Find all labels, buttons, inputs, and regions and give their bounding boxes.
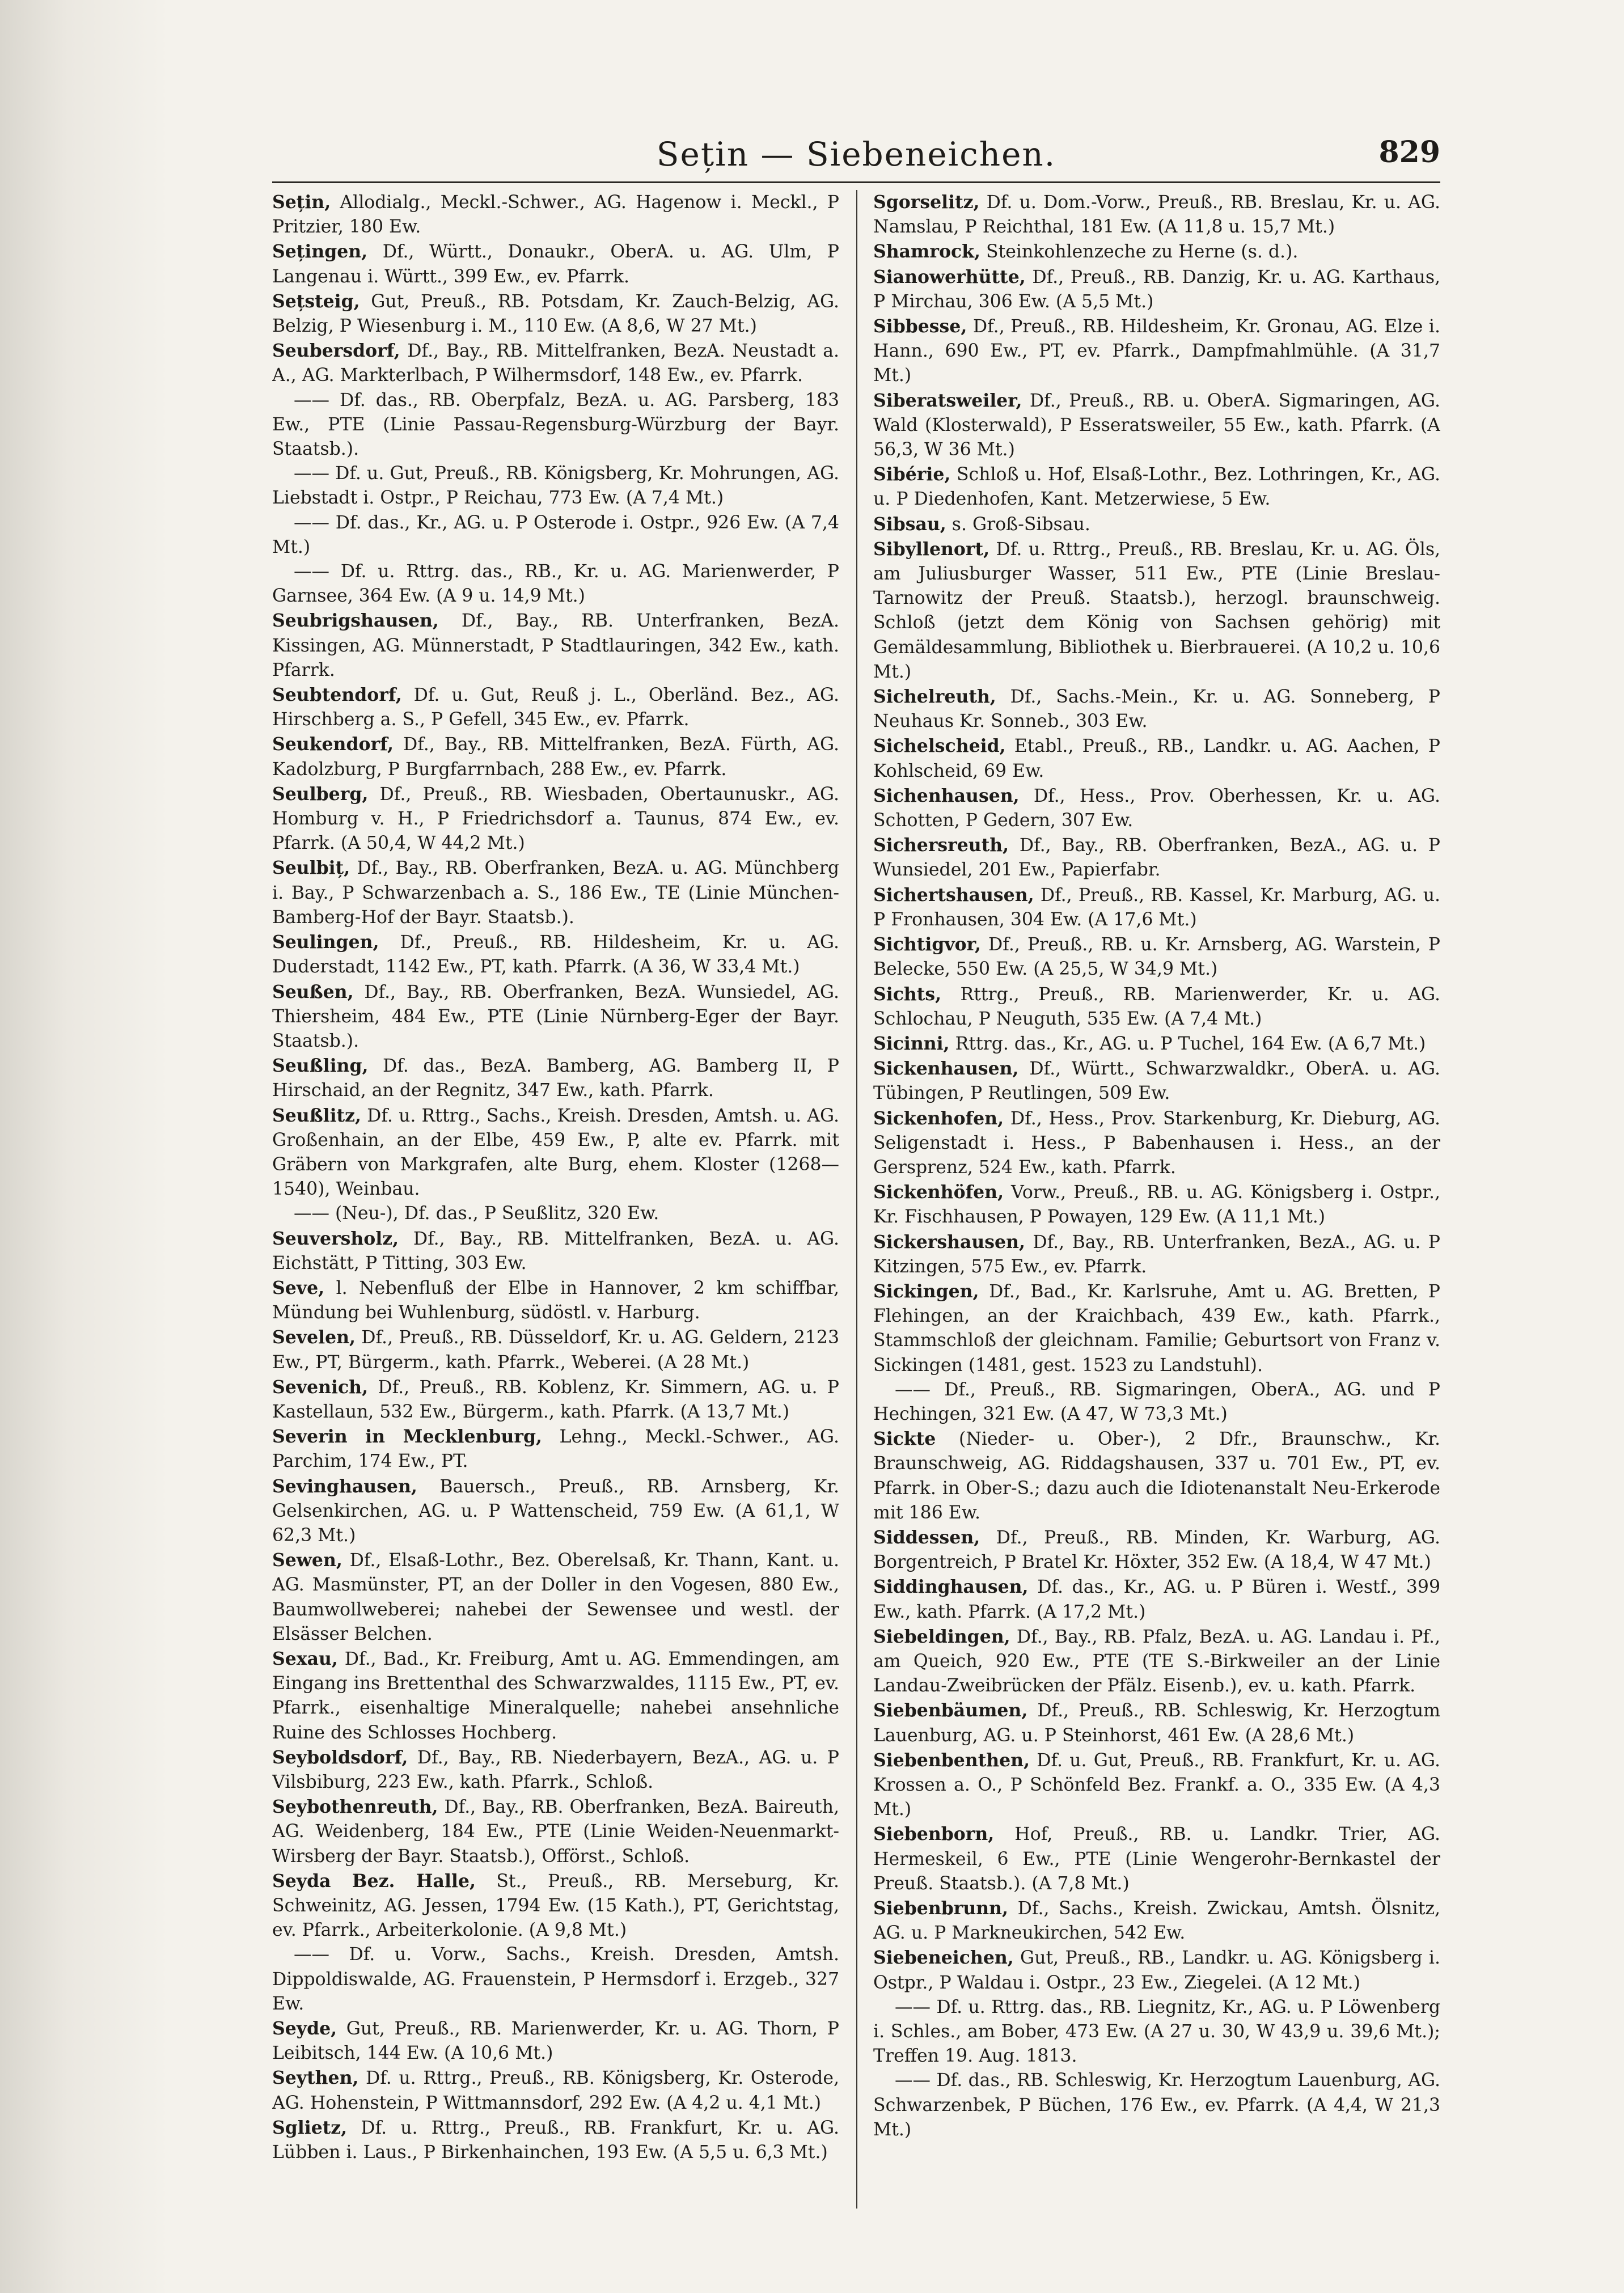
entry-headword: Sichtigvor, xyxy=(873,934,981,955)
gazetteer-entry xyxy=(873,1056,1440,1106)
entry-text: —— Df. u. Gut, Preuß., RB. Königsberg, Kr. Mohrungen, AG. Liebstadt i. Ostpr., P Reichau, 773 Ew. (A 7,4 Mt.) xyxy=(272,463,839,509)
entry-text: Df. das., BezA. Bamberg, AG. Bamberg II, P Hirschaid, an der Regnitz, 347 Ew., kath. Pfarrk. xyxy=(272,1056,839,1101)
gazetteer-entry xyxy=(272,2016,839,2066)
entry-text: Df., Bay., RB. Mittelfranken, BezA. Neustadt a. A., AG. Markterlbach, P Wilhermsdorf, 148 Ew., ev. Pfarrk. xyxy=(272,341,839,386)
entry-headword: Seulberg, xyxy=(272,783,369,805)
gazetteer-entry xyxy=(873,1945,1440,1995)
gazetteer-entry xyxy=(272,930,839,979)
entry-text: Df., Bad., Kr. Karlsruhe, Amt u. AG. Bretten, P Flehingen, an der Kraichbach, 439 Ew., kath. Pfarrk., Stammschloß der gleichnam. Familie; Geburtsort von Franz v. Sickingen (1481, gest. 1523 zu Landstuhl). xyxy=(873,1281,1440,1376)
entry-text: —— Df., Preuß., RB. Sigmaringen, OberA., AG. und P Hechingen, 321 Ew. (A 47, W 73,3 Mt.) xyxy=(873,1379,1440,1424)
entry-headword: Sețingen, xyxy=(272,241,368,263)
gazetteer-entry xyxy=(272,1424,839,1474)
entry-headword: Sibyllenort, xyxy=(873,538,990,560)
gazetteer-entry xyxy=(272,462,839,510)
entry-headword: Shamrock, xyxy=(873,241,980,263)
entry-text: Df., Bay., RB. Oberfranken, BezA. Baireuth, AG. Weidenberg, 184 Ew., PTE (Linie Weiden-Neuenmarkt-Wirsberg der Bayr. Staatsb.), Offörst., Schloß. xyxy=(272,1797,839,1867)
entry-text: Vorw., Preuß., RB. u. AG. Königsberg i. Ostpr., Kr. Fischhausen, P Powayen, 129 Ew. (A 11,1 Mt.) xyxy=(873,1182,1440,1228)
gazetteer-entry xyxy=(873,314,1440,388)
gazetteer-entry xyxy=(873,462,1440,511)
gazetteer-entry xyxy=(873,1698,1440,1748)
gazetteer-entry xyxy=(873,1279,1440,1378)
entry-text: Df., Bay., RB. Unterfranken, BezA. Kissingen, AG. Münnerstadt, P Stadtlauringen, 342 Ew., kath. Pfarrk. xyxy=(272,611,839,680)
entry-headword: Sichersreuth, xyxy=(873,835,1009,856)
gazetteer-entry xyxy=(873,734,1440,783)
entry-text: Df., Elsaß-Lothr., Bez. Oberelsaß, Kr. Thann, Kant. u. AG. Masmünster, PT, an der Doller in den Vogesen, 880 Ew., Baumwollweberei; nahebei der Sewensee und westl. der Elsässer Belchen. xyxy=(272,1550,839,1644)
gazetteer-entry xyxy=(272,1869,839,1943)
entry-headword: Seybothenreuth, xyxy=(272,1796,438,1818)
gazetteer-entry xyxy=(272,388,839,462)
entry-text: Df. u. Rttrg., Preuß., RB. Breslau, Kr. u. AG. Öls, am Juliusburger Wasser, 511 Ew., PTE (Linie Breslau-Tarnowitz der Preuß. Staatsb.), herzogl. braunschweig. Schloß (jetzt dem König von Sachsen gehörig) mit Gemäldesammlung, Bibliothek u. Bierbrauerei. (A 10,2 u. 10,6 Mt.) xyxy=(873,539,1440,682)
gazetteer-entry xyxy=(272,1325,839,1374)
entry-headword: Sibbesse, xyxy=(873,316,967,337)
entry-headword: Sickenhöfen, xyxy=(873,1182,1004,1203)
entry-headword: Seulbiț, xyxy=(272,857,350,879)
entry-text: Df., Württ., Donaukr., OberA. u. AG. Ulm, P Langenau i. Württ., 399 Ew., ev. Pfarrk. xyxy=(272,242,839,287)
gazetteer-entry xyxy=(272,190,839,239)
entry-headword: Seubtendorf, xyxy=(272,684,402,706)
gazetteer-entry xyxy=(873,388,1440,463)
gazetteer-entry xyxy=(873,684,1440,734)
entry-text: —— Df. u. Vorw., Sachs., Kreish. Dresden, Amtsh. Dippoldiswalde, AG. Frauenstein, P Hermsdorf i. Erzgeb., 327 Ew. xyxy=(272,1944,839,2014)
entry-text: Df., Bay., RB. Pfalz, BezA. u. AG. Landau i. Pf., am Queich, 920 Ew., PTE (TE S.-Birkweiler an der Linie Landau-Zweibrücken der Pfälz. Eisenb.), ev. u. kath. Pfarrk. xyxy=(873,1626,1440,1697)
gazetteer-entry xyxy=(272,980,839,1054)
entry-text: Df. u. Gut, Preuß., RB. Frankfurt, Kr. u. AG. Krossen a. O., P Schönfeld Bez. Frankf. a. O., 335 Ew. (A 4,3 Mt.) xyxy=(873,1750,1440,1820)
entry-headword: Sibérie, xyxy=(873,464,951,485)
entry-headword: Sibsau, xyxy=(873,513,946,535)
entry-headword: Sianowerhütte, xyxy=(873,266,1026,287)
entry-headword: Sețin, xyxy=(272,192,331,213)
entry-headword: Sexau, xyxy=(272,1648,338,1669)
entry-text: Df. u. Rttrg., Preuß., RB. Frankfurt, Kr. u. AG. Lübben i. Laus., P Birkenhainchen, 193 Ew. (A 5,5 u. 6,3 Mt.) xyxy=(272,2117,839,2163)
gazetteer-entry xyxy=(272,1054,839,1103)
column-divider xyxy=(856,190,857,2209)
entry-text: Df. das., Kr., AG. u. P Büren i. Westf., 399 Ew., kath. Pfarrk. (A 17,2 Mt.) xyxy=(873,1577,1440,1622)
entry-text: Etabl., Preuß., RB., Landkr. u. AG. Aachen, P Kohlscheid, 69 Ew. xyxy=(873,736,1440,781)
entry-text: Df., Preuß., RB. Hildesheim, Kr. u. AG. Duderstadt, 1142 Ew., PT, kath. Pfarrk. (A 36, W 33,4 Mt.) xyxy=(272,932,839,978)
entry-text: Df., Preuß., RB. u. Kr. Arnsberg, AG. Warstein, P Belecke, 550 Ew. (A 25,5, W 34,9 Mt.) xyxy=(873,934,1440,980)
gazetteer-entry xyxy=(873,883,1440,932)
entry-text: Df., Bay., RB. Mittelfranken, BezA. u. AG. Eichstätt, P Titting, 303 Ew. xyxy=(272,1228,839,1274)
gazetteer-entry xyxy=(272,1943,839,2016)
gazetteer-entry xyxy=(873,1031,1440,1056)
gazetteer-entry xyxy=(272,732,839,781)
gazetteer-entry xyxy=(873,833,1440,882)
gazetteer-entry xyxy=(873,1995,1440,2069)
entry-headword: Seußen, xyxy=(272,981,354,1002)
entry-text: Df., Sachs., Kreish. Zwickau, Amtsh. Ölsnitz, AG. u. P Markneukirchen, 542 Ew. xyxy=(873,1898,1440,1944)
gazetteer-entry xyxy=(272,683,839,732)
gazetteer-entry xyxy=(272,1276,839,1325)
entry-text: Gut, Preuß., RB., Landkr. u. AG. Königsberg i. Ostpr., P Waldau i. Ostpr., 23 Ew., Ziegelei. (A 12 Mt.) xyxy=(873,1948,1440,1993)
gazetteer-entry xyxy=(873,1748,1440,1822)
entry-headword: Seußlitz, xyxy=(272,1105,361,1126)
gazetteer-entry xyxy=(873,1230,1440,1279)
gazetteer-entry xyxy=(272,1647,839,1745)
entry-text: Df., Bad., Kr. Freiburg, Amt u. AG. Emmendingen, am Eingang ins Brettenthal des Schwarzwaldes, 1115 Ew., PT, ev. Pfarrk., eisenhaltige Mineralquelle; nahebei ansehnliche Ruine des Schlosses Hochberg. xyxy=(272,1648,839,1743)
entry-text: Df., Preuß., RB. Minden, Kr. Warburg, AG. Borgentreich, P Bratel Kr. Höxter, 352 Ew. (A 18,4, W 47 Mt.) xyxy=(873,1527,1440,1573)
entry-text: Steinkohlenzeche zu Herne (s. d.). xyxy=(980,242,1299,263)
entry-headword: Seythen, xyxy=(272,2067,359,2089)
entry-headword: Severin in Mecklenburg, xyxy=(272,1426,542,1448)
entry-headword: Seußling, xyxy=(272,1055,369,1077)
gazetteer-entry xyxy=(272,782,839,856)
gazetteer-entry xyxy=(873,1180,1440,1229)
gazetteer-entry xyxy=(272,608,839,683)
entry-text: Schloß u. Hof, Elsaß-Lothr., Bez. Lothringen, Kr., AG. u. P Diedenhofen, Kant. Metzerwiese, 5 Ew. xyxy=(873,464,1440,510)
entry-text: Gut, Preuß., RB. Marienwerder, Kr. u. AG. Thorn, P Leibitsch, 144 Ew. (A 10,6 Mt.) xyxy=(272,2019,839,2064)
gazetteer-entry xyxy=(873,537,1440,684)
entry-text: Gut, Preuß., RB. Potsdam, Kr. Zauch-Belzig, AG. Belzig, P Wiesenburg i. M., 110 Ew. (A 8,6, W 27 Mt.) xyxy=(272,291,839,337)
gazetteer-entry xyxy=(272,1103,839,1202)
entry-text: Df. u. Dom.-Vorw., Preuß., RB. Breslau, Kr. u. AG. Namslau, P Reichthal, 181 Ew. (A 11,8 u. 15,7 Mt.) xyxy=(873,192,1440,238)
entry-text: Df., Sachs.-Mein., Kr. u. AG. Sonneberg, P Neuhaus Kr. Sonneb., 303 Ew. xyxy=(873,687,1440,732)
gazetteer-entry xyxy=(873,512,1440,537)
page-number: 829 xyxy=(1378,135,1440,170)
entry-headword: Seulingen, xyxy=(272,932,379,953)
entry-text: Df., Preuß., RB. Schleswig, Kr. Herzogtum Lauenburg, AG. u. P Steinhorst, 461 Ew. (A 28,6 Mt.) xyxy=(873,1700,1440,1746)
entry-text: Df., Bay., RB. Oberfranken, BezA. u. AG. Münchberg i. Bay., P Schwarzenbach a. S., 186 Ew., TE (Linie München-Bamberg-Hof der Bayr. Staatsb.). xyxy=(272,858,839,928)
entry-headword: Sgorselitz, xyxy=(873,192,980,213)
gazetteer-entry xyxy=(272,856,839,930)
entry-text: Lehng., Meckl.-Schwer., AG. Parchim, 174 Ew., PT. xyxy=(272,1427,839,1472)
entry-headword: Sichertshausen, xyxy=(873,884,1034,906)
gazetteer-entry xyxy=(873,239,1440,264)
entry-headword: Siberatsweiler, xyxy=(873,390,1022,411)
entry-text: Df., Preuß., RB. Kassel, Kr. Marburg, AG. u. P Fronhausen, 304 Ew. (A 17,6 Mt.) xyxy=(873,885,1440,930)
entry-text: —— Df. u. Rttrg. das., RB. Liegnitz, Kr., AG. u. P Löwenberg i. Schles., am Bober, 473 Ew. (A 27 u. 30, W 43,9 u. 39,6 Mt.); Treffen 19. Aug. 1813. xyxy=(873,1996,1440,2067)
gazetteer-entry xyxy=(873,1427,1440,1525)
entry-headword: Sevelen, xyxy=(272,1327,356,1348)
entry-text: (Nieder- u. Ober-), 2 Dfr., Braunschw., Kr. Braunschweig, AG. Riddagshausen, 337 u. 701 Ew., PT, ev. Pfarrk. in Ober-S.; dazu auch die Idiotenanstalt Neu-Erkerode mit 186 Ew. xyxy=(873,1429,1440,1523)
entry-headword: Siebenbenthen, xyxy=(873,1749,1030,1771)
entry-headword: Sichelreuth, xyxy=(873,686,996,708)
entry-headword: Siebeldingen, xyxy=(873,1626,1010,1647)
entry-text: Df., Bay., RB. Niederbayern, BezA., AG. u. P Vilsbiburg, 223 Ew., kath. Pfarrk., Schloß. xyxy=(272,1747,839,1792)
entry-headword: Sickenhausen, xyxy=(873,1058,1019,1080)
gazetteer-entry xyxy=(272,560,839,608)
gazetteer-entry xyxy=(873,1525,1440,1575)
gazetteer-entry xyxy=(873,190,1440,239)
left-column xyxy=(272,190,839,2209)
entry-headword: Seubrigshausen, xyxy=(272,610,439,632)
entry-text: s. Groß-Sibsau. xyxy=(946,514,1090,535)
entry-headword: Seubersdorf, xyxy=(272,340,400,362)
entry-text: Rttrg. das., Kr., AG. u. P Tuchel, 164 Ew. (A 6,7 Mt.) xyxy=(949,1033,1426,1054)
entry-text: Bauersch., Preuß., RB. Arnsberg, Kr. Gelsenkirchen, AG. u. P Wattenscheid, 759 Ew. (A 61,1, W 62,3 Mt.) xyxy=(272,1476,839,1546)
gazetteer-entry xyxy=(873,1575,1440,1624)
running-title: Sețin — Siebeneichen. xyxy=(656,135,1056,174)
gazetteer-entry xyxy=(873,932,1440,981)
entry-headword: Sichenhausen, xyxy=(873,785,1020,806)
entry-headword: Sevinghausen, xyxy=(272,1475,417,1497)
entry-text: Allodialg., Meckl.-Schwer., AG. Hagenow i. Meckl., P Pritzier, 180 Ew. xyxy=(272,192,839,238)
entry-headword: Sichts, xyxy=(873,983,942,1005)
entry-text: Rttrg., Preuß., RB. Marienwerder, Kr. u. AG. Schlochau, P Neuguth, 535 Ew. (A 7,4 Mt.) xyxy=(873,984,1440,1029)
entry-headword: Seyda Bez. Halle, xyxy=(272,1870,476,1892)
entry-headword: Sickingen, xyxy=(873,1280,979,1302)
entry-text: Df. u. Gut, Reuß j. L., Oberländ. Bez., AG. Hirschberg a. S., P Gefell, 345 Ew., ev. Pfarrk. xyxy=(272,685,839,730)
entry-text: Df., Bay., RB. Mittelfranken, BezA. Fürth, AG. Kadolzburg, P Burgfarrnbach, 288 Ew., ev. Pfarrk. xyxy=(272,734,839,780)
gazetteer-entry xyxy=(272,1474,839,1549)
gazetteer-entry xyxy=(272,1375,839,1424)
entry-text: Df., Preuß., RB. Wiesbaden, Obertaunuskr., AG. Homburg v. H., P Friedrichsdorf a. Taunus, 874 Ew., ev. Pfarrk. (A 50,4, W 44,2 Mt.) xyxy=(272,784,839,854)
gazetteer-entry xyxy=(873,784,1440,833)
entry-headword: Siebenbrunn, xyxy=(873,1898,1009,1919)
gazetteer-entry xyxy=(272,1745,839,1795)
gazetteer-entry xyxy=(873,1106,1440,1181)
entry-text: Df., Bay., RB. Oberfranken, BezA. Wunsiedel, AG. Thiersheim, 484 Ew., PTE (Linie Nürnberg-Eger der Bayr. Staatsb.). xyxy=(272,981,839,1051)
entry-headword: Siebenbäumen, xyxy=(873,1700,1028,1721)
gazetteer-entry xyxy=(272,511,839,560)
entry-headword: Seukendorf, xyxy=(272,734,394,755)
entry-headword: Sglietz, xyxy=(272,2117,348,2138)
entry-text: Df., Hess., Prov. Starkenburg, Kr. Dieburg, AG. Seligenstadt i. Hess., P Babenhausen i. Hess., an der Gersprenz, 524 Ew., kath. Pfarrk. xyxy=(873,1108,1440,1178)
entry-headword: Sevenich, xyxy=(272,1376,369,1398)
gazetteer-entry xyxy=(873,1378,1440,1427)
gazetteer-entry xyxy=(873,265,1440,314)
gazetteer-entry xyxy=(873,982,1440,1031)
entry-text: Df., Württ., Schwarzwaldkr., OberA. u. AG. Tübingen, P Reutlingen, 509 Ew. xyxy=(873,1059,1440,1104)
entry-text: St., Preuß., RB. Merseburg, Kr. Schweinitz, AG. Jessen, 1794 Ew. (15 Kath.), PT, Gerichtstag, ev. Pfarrk., Arbeiterkolonie. (A 9,8 Mt.) xyxy=(272,1871,839,1941)
right-column xyxy=(873,190,1440,2209)
entry-headword: Sichelscheid, xyxy=(873,735,1006,757)
entry-text: Df., Bay., RB. Unterfranken, BezA., AG. u. P Kitzingen, 575 Ew., ev. Pfarrk. xyxy=(873,1232,1440,1277)
gazetteer-entry xyxy=(272,1226,839,1276)
entry-headword: Siebenborn, xyxy=(873,1824,995,1845)
gazetteer-entry xyxy=(272,1202,839,1226)
entry-headword: Sickte xyxy=(873,1428,936,1450)
entry-headword: Siebeneichen, xyxy=(873,1947,1014,1969)
gazetteer-entry xyxy=(873,2068,1440,2142)
entry-text: l. Nebenfluß der Elbe in Hannover, 2 km schiffbar, Mündung bei Wuhlenburg, südöstl. v. Harburg. xyxy=(272,1277,839,1323)
gazetteer-entry xyxy=(873,1624,1440,1699)
gazetteer-entry xyxy=(873,1896,1440,1945)
entry-text: —— Df. das., RB. Schleswig, Kr. Herzogtum Lauenburg, AG. Schwarzenbek, P Büchen, 176 Ew., ev. Pfarrk. (A 4,4, W 21,3 Mt.) xyxy=(873,2070,1440,2140)
entry-text: Df., Preuß., RB. u. OberA. Sigmaringen, AG. Wald (Klosterwald), P Esseratsweiler, 55 Ew., kath. Pfarrk. (A 56,3, W 36 Mt.) xyxy=(873,390,1440,460)
page-edge xyxy=(0,0,170,2293)
running-header xyxy=(272,135,1440,186)
entry-headword: Sețsteig, xyxy=(272,290,360,312)
entry-headword: Seve, xyxy=(272,1277,325,1298)
entry-headword: Sewen, xyxy=(272,1550,342,1571)
entry-text: Hof, Preuß., RB. u. Landkr. Trier, AG. Hermeskeil, 6 Ew., PTE (Linie Wengerohr-Bernkastel der Preuß. Staatsb.). (A 7,8 Mt.) xyxy=(873,1824,1440,1894)
entry-headword: Siddessen, xyxy=(873,1526,980,1548)
gazetteer-entry xyxy=(272,2066,839,2115)
entry-text: Df., Preuß., RB. Düsseldorf, Kr. u. AG. Geldern, 2123 Ew., PT, Bürgerm., kath. Pfarrk., Weberei. (A 28 Mt.) xyxy=(272,1327,839,1373)
gazetteer-entry xyxy=(272,339,839,388)
gazetteer-entry xyxy=(272,1795,839,1869)
gazetteer-entry xyxy=(272,289,839,339)
entry-headword: Sicinni, xyxy=(873,1033,950,1054)
entry-text: Df., Bay., RB. Oberfranken, BezA., AG. u. P Wunsiedel, 201 Ew., Papierfabr. xyxy=(873,835,1440,881)
entry-headword: Sickenhofen, xyxy=(873,1107,1004,1129)
entry-headword: Siddinghausen, xyxy=(873,1576,1029,1598)
gazetteer-entry xyxy=(272,1548,839,1647)
entry-text: Df., Preuß., RB. Hildesheim, Kr. Gronau, AG. Elze i. Hann., 690 Ew., PT, ev. Pfarrk., Dampfmahlmühle. (A 31,7 Mt.) xyxy=(873,316,1440,386)
header-rule xyxy=(272,181,1440,183)
entry-text: Df. u. Rttrg., Preuß., RB. Königsberg, Kr. Osterode, AG. Hohenstein, P Wittmannsdorf, 292 Ew. (A 4,2 u. 4,1 Mt.) xyxy=(272,2068,839,2113)
gazetteer-entry xyxy=(873,1822,1440,1896)
gazetteer-entry xyxy=(272,239,839,289)
entry-headword: Seyboldsdorf, xyxy=(272,1746,408,1768)
entry-text: —— Df. u. Rttrg. das., RB., Kr. u. AG. Marienwerder, P Garnsee, 364 Ew. (A 9 u. 14,9 Mt.) xyxy=(272,561,839,607)
entry-headword: Seuversholz, xyxy=(272,1228,399,1249)
entry-text: —— Df. das., Kr., AG. u. P Osterode i. Ostpr., 926 Ew. (A 7,4 Mt.) xyxy=(272,512,839,557)
entry-headword: Sickershausen, xyxy=(873,1231,1025,1253)
entry-text: —— Df. das., RB. Oberpfalz, BezA. u. AG. Parsberg, 183 Ew., PTE (Linie Passau-Regensburg-Würzburg der Bayr. Staatsb.). xyxy=(272,390,839,460)
entry-text: Df., Hess., Prov. Oberhessen, Kr. u. AG. Schotten, P Gedern, 307 Ew. xyxy=(873,785,1440,831)
entry-text: Df., Preuß., RB. Koblenz, Kr. Simmern, AG. u. P Kastellaun, 532 Ew., Bürgerm., kath. Pfarrk. (A 13,7 Mt.) xyxy=(272,1377,839,1422)
entry-text: Df., Preuß., RB. Danzig, Kr. u. AG. Karthaus, P Mirchau, 306 Ew. (A 5,5 Mt.) xyxy=(873,266,1440,312)
entry-text: —— (Neu-), Df. das., P Seußlitz, 320 Ew. xyxy=(294,1203,659,1224)
entry-text: Df. u. Rttrg., Sachs., Kreish. Dresden, Amtsh. u. AG. Großenhain, an der Elbe, 459 Ew., P, alte ev. Pfarrk. mit Gräbern von Markgrafen, alte Burg, ehem. Kloster (1268—1540), Weinbau. xyxy=(272,1105,839,1200)
gazetteer-entry xyxy=(272,2116,839,2165)
entry-headword: Seyde, xyxy=(272,2018,337,2040)
